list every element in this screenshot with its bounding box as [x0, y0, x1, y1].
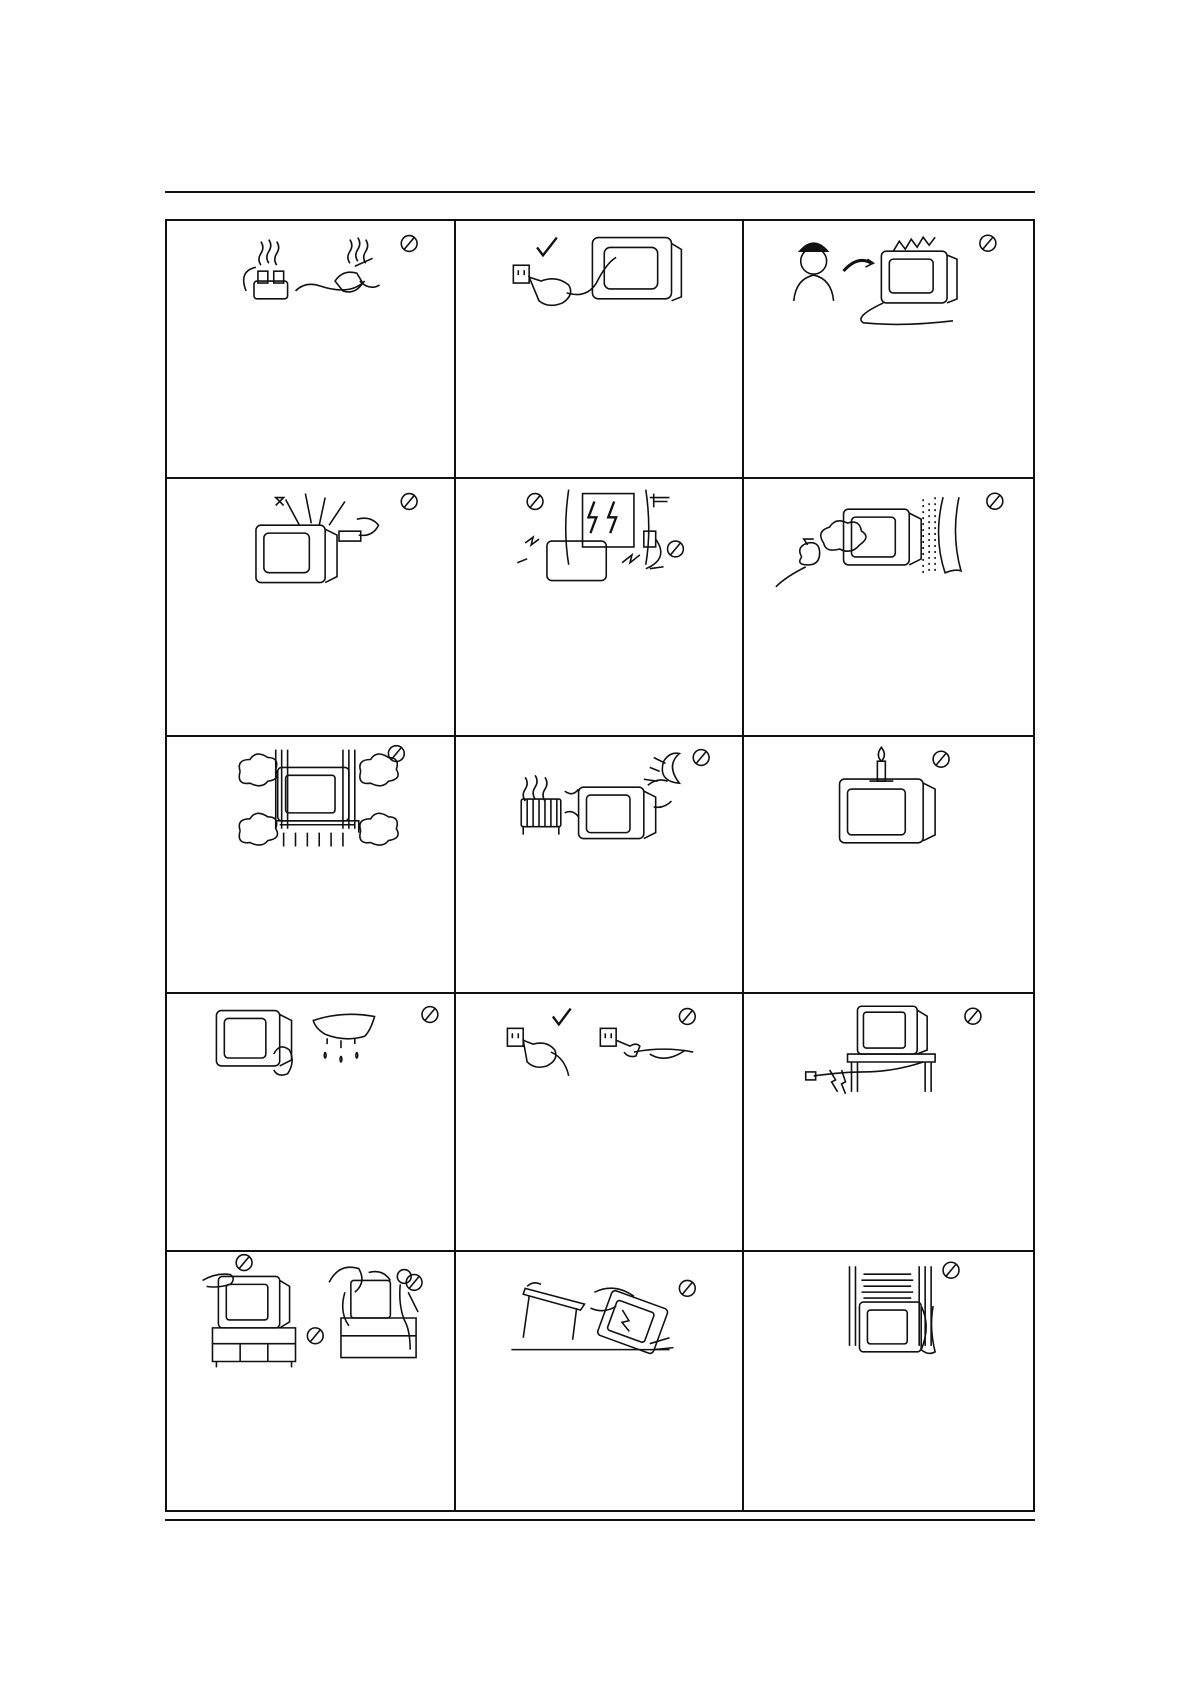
safety-cell-cord-damage — [744, 994, 1033, 1252]
safety-cell-service-personnel — [744, 221, 1033, 479]
safety-cell-unplug-by-plug — [456, 221, 745, 479]
unplug-illustration — [456, 221, 743, 351]
safety-cell-cleaning — [167, 994, 456, 1252]
falling-tv-illustration — [456, 1252, 743, 1382]
safety-cell-lightning — [456, 479, 745, 737]
ventilation-blocked-illustration — [167, 737, 454, 867]
safety-cell-falling-tv — [456, 1252, 745, 1510]
safety-cell-unstable-placement — [167, 1252, 456, 1510]
cord-under-stand-illustration — [744, 994, 1033, 1124]
safety-illustration-grid — [165, 219, 1035, 1512]
safety-cell-no-objects-inside — [167, 479, 456, 737]
safety-cell-overloaded-outlets — [167, 221, 456, 479]
check-icon — [553, 1009, 571, 1025]
safety-cell-ventilation — [167, 737, 456, 995]
service-technician-illustration — [744, 221, 1033, 351]
overloaded-outlet-illustration — [167, 221, 454, 351]
heat-sun-illustration — [456, 737, 743, 867]
cleaning-illustration — [167, 994, 454, 1124]
objects-inside-illustration — [167, 479, 454, 609]
bottom-rule — [165, 1519, 1035, 1521]
books-on-tv-illustration — [744, 1252, 1033, 1382]
unstable-placement-illustration — [167, 1252, 454, 1382]
plug-handling-illustration — [456, 994, 743, 1124]
safety-cell-heat-sunlight — [456, 737, 745, 995]
safety-cell-plug-handling — [456, 994, 745, 1252]
check-icon — [537, 238, 557, 256]
lightning-storm-illustration — [456, 479, 743, 609]
candle-on-tv-illustration — [744, 737, 1033, 867]
safety-cell-humidity-steam — [744, 479, 1033, 737]
safety-cell-open-flame — [744, 737, 1033, 995]
safety-cell-objects-on-top — [744, 1252, 1033, 1510]
top-rule — [165, 191, 1035, 193]
steam-humidity-illustration — [744, 479, 1033, 609]
